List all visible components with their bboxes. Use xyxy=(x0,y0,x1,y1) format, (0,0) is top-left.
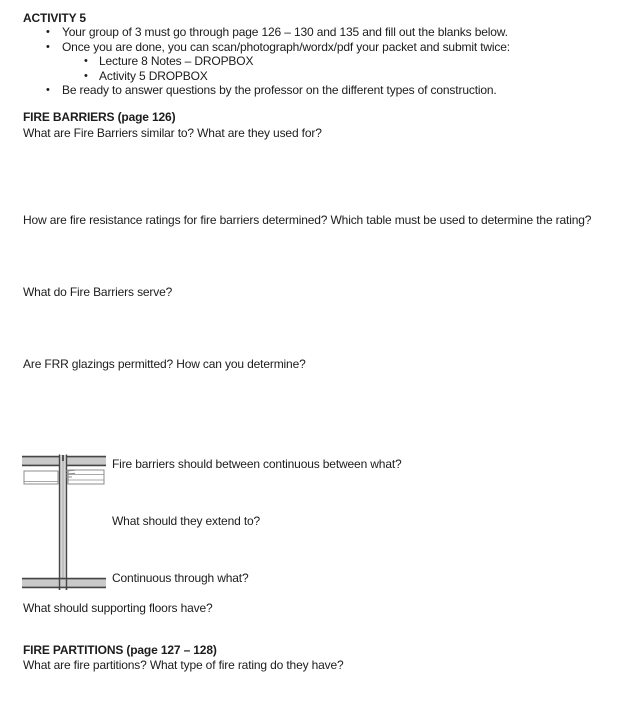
activity-bullet-3-text: Be ready to answer questions by the professor on the different types of construction. xyxy=(62,83,497,97)
question-extend-to: What should they extend to? xyxy=(112,514,261,528)
question-fire-barriers-similar: What are Fire Barriers similar to? What are they used for? xyxy=(23,126,322,140)
activity-subbullet-1-text: Lecture 8 Notes – DROPBOX xyxy=(99,54,254,68)
ceiling-tile-left xyxy=(24,471,58,484)
question-fire-resistance-ratings: How are fire resistance ratings for fire barriers determined? Which table must be used to determine the rating? xyxy=(23,213,592,227)
activity-heading: ACTIVITY 5 xyxy=(23,11,86,25)
bullet-icon: • xyxy=(84,55,88,67)
fire-barrier-wall xyxy=(60,455,67,591)
activity-subbullet-1 xyxy=(84,54,253,68)
bullet-icon: • xyxy=(84,70,88,82)
bullet-icon: • xyxy=(46,26,50,38)
activity-bullet-3 xyxy=(46,83,497,97)
activity-bullet-1-text: Your group of 3 must go through page 126 – 130 and 135 and fill out the blanks below. xyxy=(62,25,508,39)
question-fire-barriers-serve: What do Fire Barriers serve? xyxy=(23,285,173,299)
activity-bullet-2 xyxy=(46,40,510,54)
question-supporting-floors: What should supporting floors have? xyxy=(23,601,213,615)
bullet-icon: • xyxy=(46,41,50,53)
question-continuous-through: Continuous through what? xyxy=(112,571,249,585)
fire-partitions-heading: FIRE PARTITIONS (page 127 – 128) xyxy=(23,643,217,657)
activity-bullet-2-text: Once you are done, you can scan/photograph/wordx/pdf your packet and submit twice: xyxy=(62,40,510,54)
activity-subbullet-2-text: Activity 5 DROPBOX xyxy=(99,69,208,83)
activity-subbullet-2 xyxy=(84,69,208,83)
question-frr-glazings: Are FRR glazings permitted? How can you determine? xyxy=(23,357,306,371)
fire-barrier-section-diagram xyxy=(22,454,106,590)
fire-barriers-heading: FIRE BARRIERS (page 126) xyxy=(23,110,176,124)
activity-bullet-1 xyxy=(46,25,508,39)
question-continuous-between: Fire barriers should between continuous between what? xyxy=(112,457,402,471)
question-fire-partitions-definition: What are fire partitions? What type of fire rating do they have? xyxy=(23,658,344,672)
ceiling-tile-right xyxy=(68,470,104,484)
bullet-icon: • xyxy=(46,84,50,96)
